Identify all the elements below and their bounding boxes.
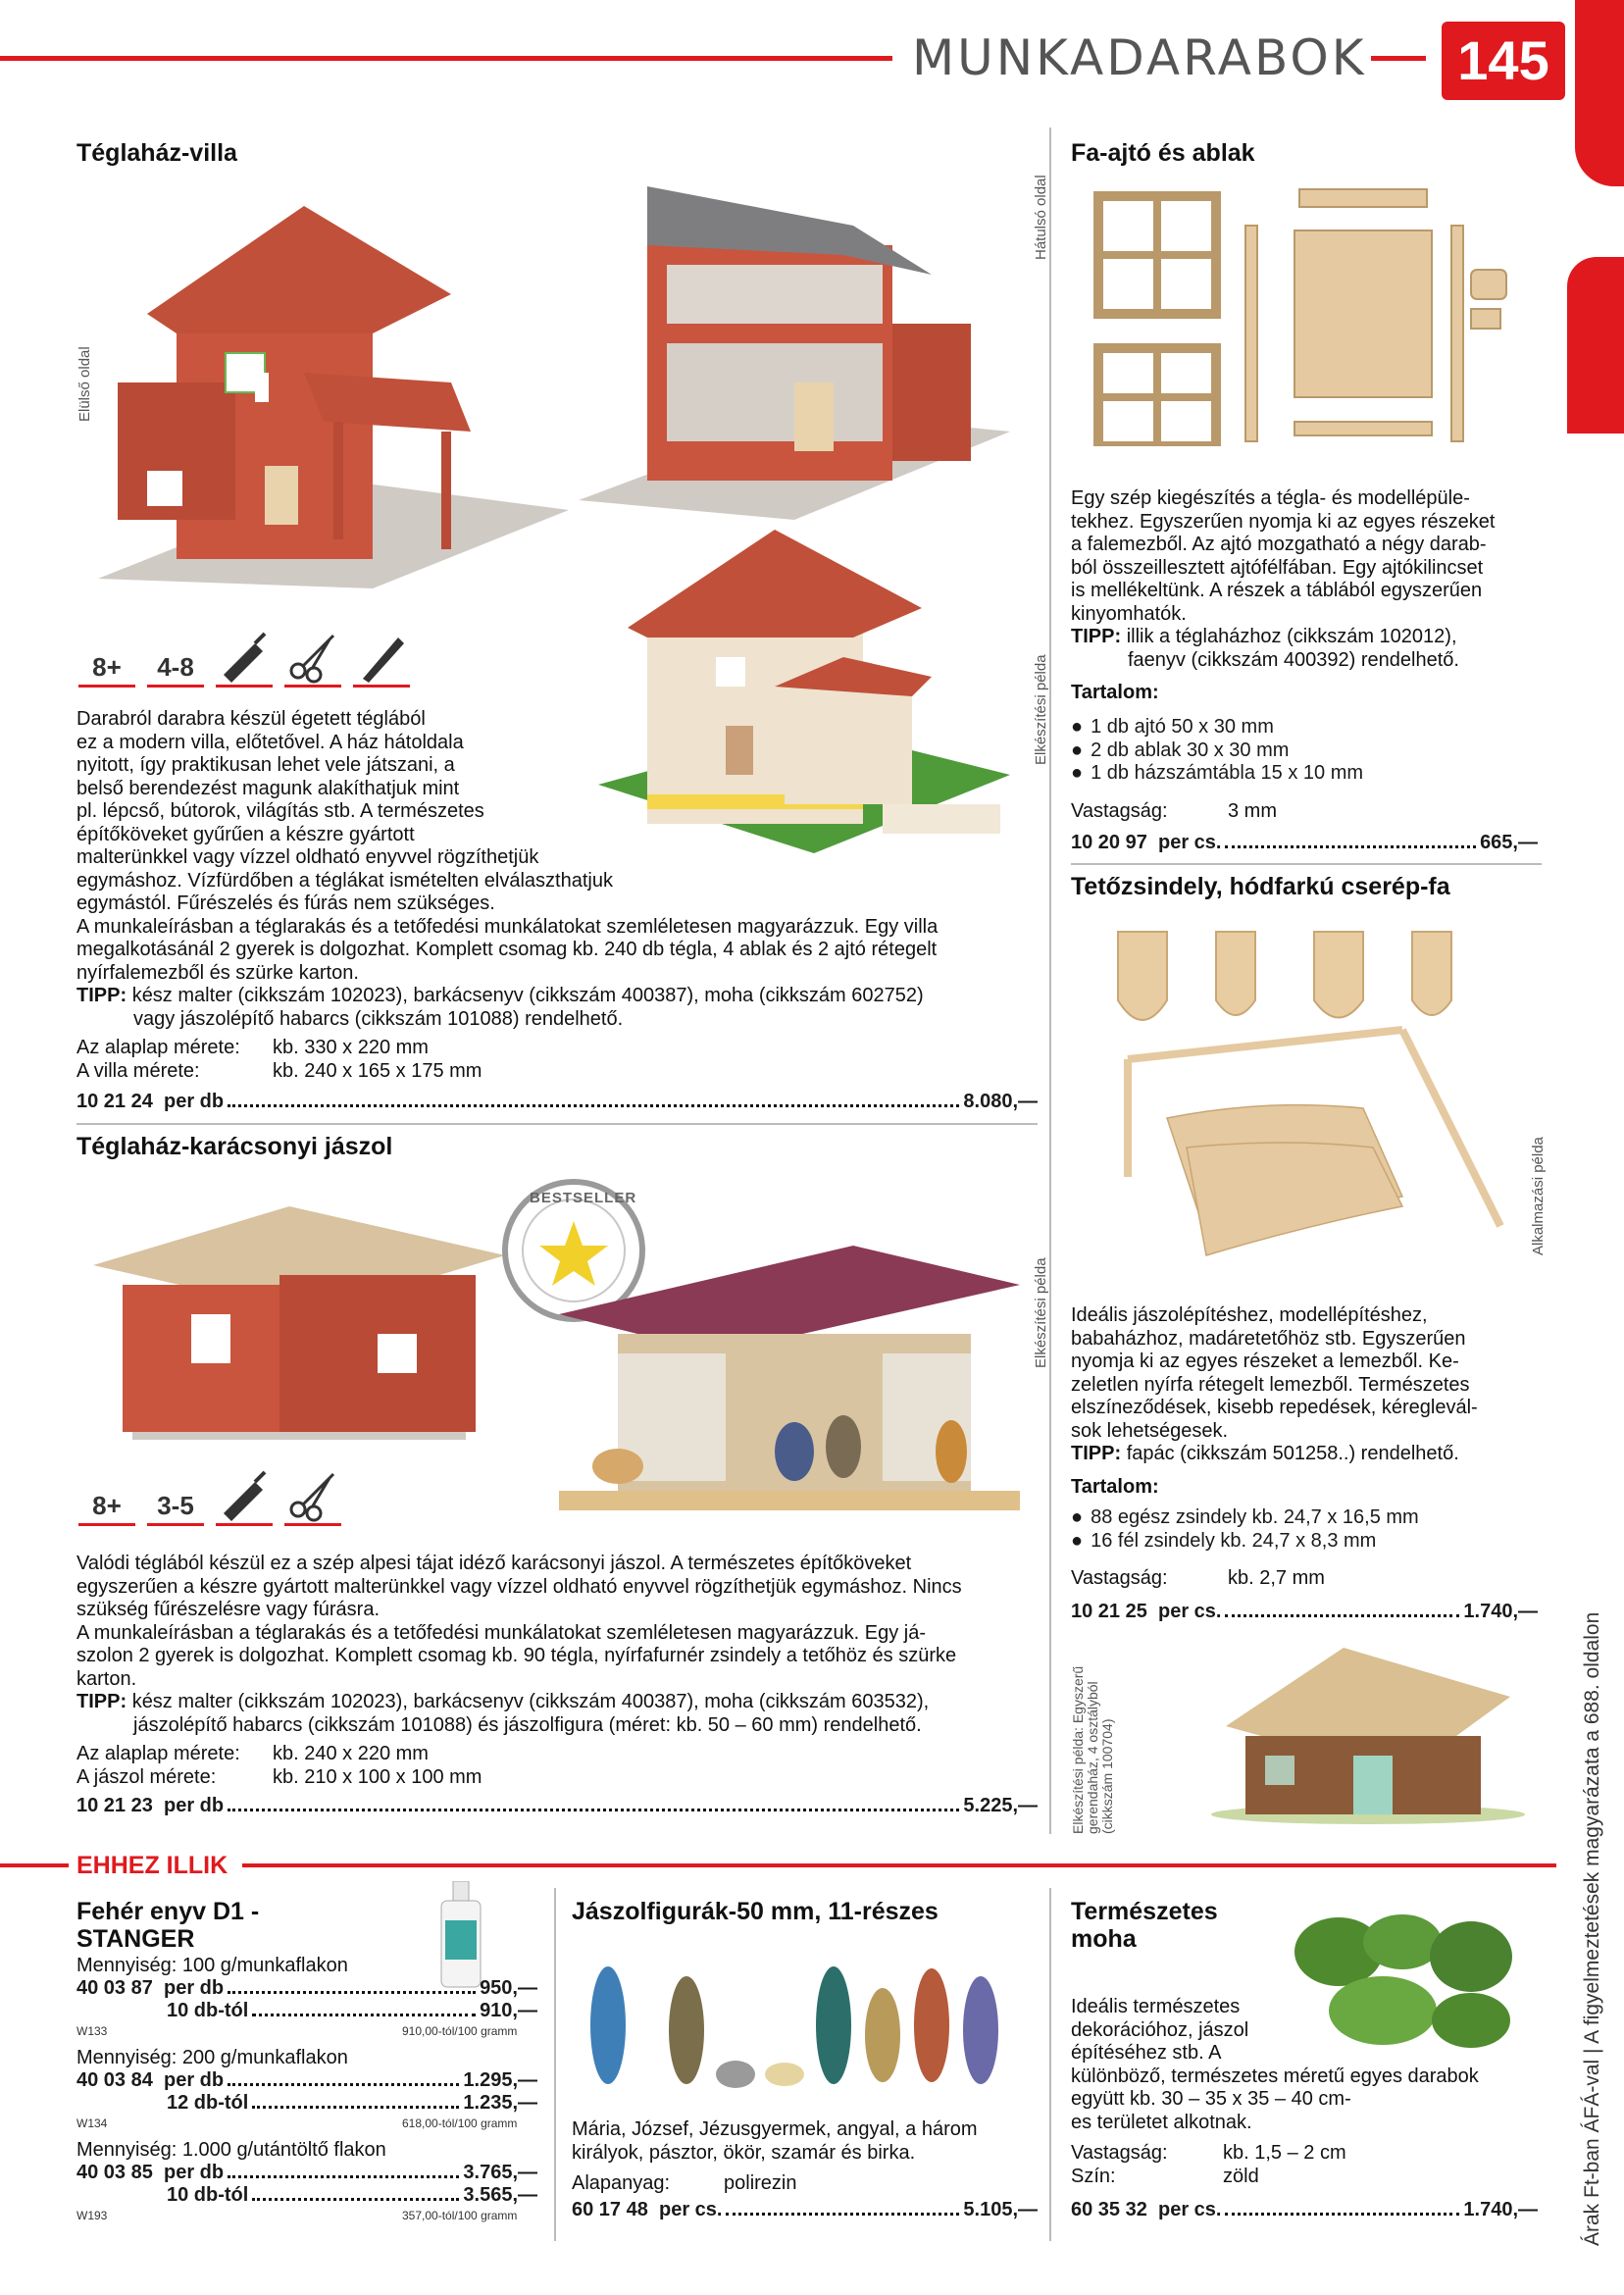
corner-tab [1575,0,1624,186]
shingle-order-code: 10 21 25 [1071,1601,1147,1622]
jaszol-order-line [76,1795,1038,1817]
shingle-example2-label: Elkészítési példa: Egyszerű gerendaház, 4 osztályból (cikkszám 100704) [1070,1665,1115,1834]
jaszol-brick-image [93,1206,505,1442]
time-icon: 4-8 [147,628,204,688]
glue-bulk-line [167,2000,537,2022]
figures-desc-line: Mária, József, Jézusgyermek, angyal, a három [572,2118,978,2140]
glue-ref: W193 [76,2209,108,2222]
shingle-price: 1.740,— [1463,1601,1538,1622]
villa-price: 8.080,— [963,1091,1038,1112]
villa-description [76,708,1038,1083]
glue-bulk-price: 910,— [480,2000,537,2021]
villa-desc-line: egymáshoz. Vízfürdőben a téglákat ismételten elválaszthatjuk [76,869,613,892]
jaszol-size-value: kb. 210 x 100 x 100 mm [273,1765,482,1788]
villa-icon-row [78,628,410,688]
door-desc-line: kinyomhatók. [1071,602,1187,625]
villa-size-value: kb. 240 x 165 x 175 mm [273,1059,482,1082]
header-rule-left [0,56,892,61]
villa-desc-line: nyírfalemezből és szürke karton. [76,961,359,984]
jaszol-desc-line: szolon 2 gyerek is dolgozhat. Komplett csomag kb. 90 tégla, nyírfafurnér zsindely a tetőhöz és szürke [76,1645,957,1666]
glue-icon [216,1466,273,1526]
glue-qty: Mennyiség: 200 g/munkaflakon [76,2047,348,2068]
moss-thickness-value: kb. 1,5 – 2 cm [1223,2142,1346,2164]
villa-base-label: Az alaplap mérete: [76,1037,240,1058]
dot-leader [228,1104,959,1107]
jaszol-base-label: Az alaplap mérete: [76,1743,240,1764]
glue-qty: Mennyiség: 100 g/munkaflakon [76,1955,348,1976]
figures-order-line [572,2199,1038,2221]
moss-order-line [1071,2199,1538,2221]
door-order-line [1071,832,1538,854]
villa-desc-line: pl. lépcső, bútorok, világítás stb. A természetes [76,800,484,822]
jaszol-price: 5.225,— [963,1795,1038,1816]
moss-desc-line: különböző, természetes méretű egyes darabok [1071,2065,1479,2087]
door-thickness-value: 3 mm [1228,800,1277,822]
header-rule-right [1371,56,1426,61]
villa-tipp-text: vagy jászolépítő habarcs (cikkszám 101088) rendelhető. [133,1007,624,1030]
shingle-description [1071,1304,1542,1499]
glue-qty: Mennyiség: 1.000 g/utántöltő flakon [76,2139,386,2161]
dot-leader [228,2175,459,2178]
door-order-code: 10 20 97 [1071,832,1147,853]
glue-icon [216,628,273,688]
dot-leader [228,1809,959,1811]
dot-leader [228,2083,459,2086]
glue-price: 1.295,— [463,2069,537,2091]
glue-order-line [76,1977,537,2000]
glue-unit: per db [163,1977,225,1999]
door-desc-line: ból összeillesztett ajtófélfában. Egy ajtókilincset [1071,556,1484,579]
side-note: Árak Ft-ban ÁFÁ-val | A figyelmeztetések magyarázata a 688. oldalon [1581,1611,1603,2246]
jaszol-base-value: kb. 240 x 220 mm [273,1743,429,1764]
illik-rule-right [242,1863,1556,1867]
villa-desc-line: nyitott, így praktikusan lehet vele játszani, a [76,754,455,776]
jaszol-desc-line: szükség fűrészelésre vagy fúrásra. [76,1599,381,1620]
shingle-thickness-label: Vastagság: [1071,1567,1168,1589]
shingle-contents-list [1071,1506,1419,1553]
shingle-desc-line: nyomja ki az egyes részeket a lemezből. Ke- [1071,1351,1459,1372]
bottom-col-divider-1 [554,1888,556,2241]
jaszol-tipp-text: jászolépítő habarcs (cikkszám 101088) és jászolfigura (méret: kb. 50 – 60 mm) rendelhető. [133,1713,922,1736]
glue-price: 950,— [480,1977,537,1999]
scissors-icon [284,628,341,688]
villa-size-label: A villa mérete: [76,1059,200,1082]
glue-code: 40 03 87 [76,1977,153,1999]
glue-bulk-price: 3.565,— [463,2184,537,2206]
shingle-desc-line: babaházhoz, madáretetőhöz stb. Egyszerűen [1071,1327,1466,1350]
moss-description [1071,1996,1532,2188]
door-desc-line: a falemezből. Az ajtó mozgatható a négy darab- [1071,534,1487,555]
jaszol-order-code: 10 21 23 [76,1795,153,1816]
door-contents-item: ● 1 db házszámtábla 15 x 10 mm [1071,762,1363,786]
villa-desc-line: A munkaleírásban a téglarakás és a tetőfedési munkálatokat szemléletesen magyarázzuk. Egy villa [76,915,939,938]
moss-title-line: moha [1071,1925,1137,1953]
scissors-icon [284,1466,341,1526]
moss-desc-line: Ideális természetes [1071,1996,1241,2017]
villa-base-value: kb. 330 x 220 mm [273,1037,429,1058]
bestseller-text: BESTSELLER [530,1190,637,1206]
moss-desc-line: építéséhez stb. A [1071,2042,1222,2064]
moss-color-label: Szín: [1071,2165,1116,2187]
figures-order-unit: per cs. [658,2199,723,2220]
illik-title: EHHEZ ILLIK [76,1852,228,1879]
glue-order-line [76,2162,537,2184]
dot-leader [1225,2213,1459,2216]
shingle-order-unit: per cs. [1157,1601,1222,1622]
glue-ref: W133 [76,2024,108,2038]
door-contents-list [1071,716,1363,786]
shingle-contents-item: ● 16 fél zsindely kb. 24,7 x 8,3 mm [1071,1530,1419,1554]
dot-leader [228,1991,476,1994]
moss-title [1071,1898,1218,1953]
moss-desc-line: együtt kb. 30 – 35 x 35 – 40 cm- [1071,2088,1351,2110]
shingle-image [1108,922,1510,1295]
villa-desc-line: belső berendezést magunk alakíthatjuk mint [76,777,460,799]
glue-ref: W134 [76,2116,108,2130]
door-description [1071,487,1542,705]
door-contents-label: Tartalom: [1071,682,1159,703]
shingle-desc-line: Ideális jászolépítéshez, modellépítéshez, [1071,1304,1428,1326]
door-desc-line: tekhez. Egyszerűen nyomja ki az egyes részeket [1071,510,1496,533]
glue-price: 3.765,— [463,2162,537,2183]
section-divider [1071,863,1542,865]
glue-bulk-label: 10 db-tól [167,2184,249,2206]
dot-leader [252,2106,459,2109]
glue-bulk-label: 12 db-tól [167,2092,249,2114]
time-icon: 3-5 [147,1466,204,1526]
shingle-contents-item: ● 88 egész zsindely kb. 24,7 x 16,5 mm [1071,1506,1419,1530]
jaszol-desc-line: Valódi téglából készül ez a szép alpesi tájat idéző karácsonyi jászol. A természetes építőköveket [76,1553,912,1574]
door-order-unit: per cs. [1157,832,1222,853]
shingle-tipp-label: TIPP: [1071,1443,1122,1464]
moss-color-value: zöld [1223,2165,1259,2187]
figures-order-code: 60 17 48 [572,2199,648,2220]
villa-desc-line: malterünkkel vagy vízzel oldható enyvvel rögzíthetjük [76,846,539,868]
villa-title: Téglaház-villa [76,139,237,167]
door-tipp-text: faenyv (cikkszám 400392) rendelhető. [1128,648,1459,671]
jaszol-order-unit: per db [163,1795,225,1816]
door-contents-item: ● 2 db ablak 30 x 30 mm [1071,740,1363,763]
villa-front-image [78,186,579,598]
glue-title-line: STANGER [76,1925,195,1953]
shingle-tipp-text: fapác (cikkszám 501258..) rendelhető. [1126,1443,1459,1464]
page-number: 145 [1442,22,1565,100]
shingle-contents-label: Tartalom: [1071,1475,1159,1498]
side-accent [1567,257,1624,434]
age-icon: 8+ [78,1466,135,1526]
door-thickness [1071,800,1277,824]
moss-price: 1.740,— [1463,2199,1538,2220]
villa-desc-line: építőköveket gyűrűen a készre gyártott [76,823,415,845]
shingle-desc-line: sok lehetségesek. [1071,1419,1229,1442]
glue-title-line: Fehér enyv D1 - [76,1898,260,1925]
column-divider [1049,128,1051,1834]
villa-tipp-label: TIPP: [76,985,127,1006]
age-icon: 8+ [78,628,135,688]
villa-tipp-text: kész malter (cikkszám 102023), barkácsenyv (cikkszám 400387), moha (cikkszám 602752) [131,985,924,1006]
figures-material-label: Alapanyag: [572,2172,671,2194]
glue-unit: per db [163,2069,225,2091]
jaszol-desc-line: karton. [76,1667,137,1690]
figures-material-value: polirezin [724,2172,797,2194]
glue-bulk-label: 10 db-tól [167,2000,249,2021]
door-thickness-label: Vastagság: [1071,800,1168,822]
glue-unit: per db [163,2162,225,2183]
door-window-image [1089,181,1510,446]
shingle-desc-line: zeletlen nyírfa rétegelt lemezből. Természetes [1071,1373,1470,1396]
door-tipp-label: TIPP: [1071,626,1122,647]
glue-bulk-line [167,2092,537,2115]
villa-back-label: Hátulsó oldal [1033,175,1049,260]
shingle-thickness-value: kb. 2,7 mm [1228,1567,1325,1589]
door-desc-line: Egy szép kiegészítés a tégla- és modellépüle- [1071,487,1470,509]
shingle-order-line [1071,1601,1538,1623]
glue-unit-price: 357,00-tól/100 gramm [402,2209,518,2222]
dot-leader [252,2198,459,2201]
section-title: MUNKADARABOK [912,29,1367,86]
moss-thickness-label: Vastagság: [1071,2142,1168,2164]
jaszol-size-label: A jászol mérete: [76,1765,217,1788]
villa-example-label: Elkészítési példa [1033,654,1049,765]
moss-title-line: Természetes [1071,1898,1218,1925]
glue-title [76,1898,259,1953]
dot-leader [1225,845,1476,848]
illik-rule-left [0,1863,69,1867]
villa-desc-line: megalkotásánál 2 gyerek is dolgozhat. Komplett csomag kb. 240 db tégla, 4 ablak és 2 ajtó rétegelt [76,939,938,960]
villa-desc-line: Darabról darabra készül égetett téglából [76,708,426,730]
glue-code: 40 03 85 [76,2162,153,2183]
jaszol-desc-line: A munkaleírásban a téglarakás és a tetőfedési munkálatokat szemléletesen magyarázzuk. Egy já- [76,1621,927,1644]
shingle-desc-line: elszíneződések, kisebb repedések, kéreglevál- [1071,1397,1478,1418]
shingle-thickness [1071,1567,1325,1591]
villa-desc-line: egymástól. Fűrészelés és fúrás nem szükséges. [76,892,495,914]
door-title: Fa-ajtó és ablak [1071,139,1255,167]
log-house-image [1206,1638,1530,1824]
shingle-example-label: Alkalmazási példa [1530,1137,1547,1255]
jaszol-icon-row [78,1466,341,1526]
villa-order-code: 10 21 24 [76,1091,153,1112]
file-icon [353,628,410,688]
glue-code: 40 03 84 [76,2069,153,2091]
moss-desc-line: dekorációhoz, jászol [1071,2018,1249,2041]
glue-unit-price: 910,00-tól/100 gramm [402,2024,518,2038]
jaszol-desc-line: egyszerűen a készre gyártott malterünkkel vagy vízzel oldható enyvvel rögzíthetjük egymáshoz. Nincs [76,1575,962,1598]
dot-leader [252,2014,476,2016]
dot-leader [1225,1614,1459,1617]
figures-price: 5.105,— [963,2199,1038,2220]
jaszol-example-image [559,1246,1020,1510]
section-divider [76,1123,1038,1125]
jaszol-description [76,1553,1038,1789]
glue-order-line [76,2069,537,2092]
jaszol-tipp-label: TIPP: [76,1691,127,1712]
glue-unit-price: 618,00-tól/100 gramm [402,2116,518,2130]
jaszol-example-label: Elkészítési példa [1033,1257,1049,1368]
figures-title: Jászolfigurák-50 mm, 11-részes [572,1898,939,1925]
shingle-title: Tetőzsindely, hódfarkú cserép-fa [1071,873,1450,900]
figures-desc-line: királyok, pásztor, ökör, szamár és birka. [572,2141,916,2164]
bottom-col-divider-2 [1049,1888,1051,2241]
moss-desc-line: es területet alkotnak. [1071,2111,1252,2133]
villa-order-line [76,1091,1038,1113]
glue-bulk-price: 1.235,— [463,2092,537,2114]
jaszol-title: Téglaház-karácsonyi jászol [76,1133,393,1160]
door-desc-line: is mellékeltünk. A részek a táblából egyszerűen [1071,580,1483,601]
door-tipp-text: illik a téglaházhoz (cikkszám 102012), [1126,626,1457,647]
figures-image [579,1937,1030,2104]
villa-back-image [569,186,1020,530]
villa-desc-line: ez a modern villa, előtetővel. A ház hátoldala [76,731,464,753]
glue-bulk-line [167,2184,537,2207]
door-price: 665,— [1480,832,1538,853]
glue-bottle-image [431,1881,490,1989]
villa-order-unit: per db [163,1091,225,1112]
villa-front-label: Elülső oldal [76,346,93,422]
jaszol-tipp-text: kész malter (cikkszám 102023), barkácsenyv (cikkszám 400387), moha (cikkszám 603532), [131,1691,930,1712]
dot-leader [726,2213,959,2216]
figures-description [572,2118,978,2196]
moss-order-unit: per cs. [1157,2199,1222,2220]
door-contents-item: ● 1 db ajtó 50 x 30 mm [1071,716,1363,740]
moss-order-code: 60 35 32 [1071,2199,1147,2220]
